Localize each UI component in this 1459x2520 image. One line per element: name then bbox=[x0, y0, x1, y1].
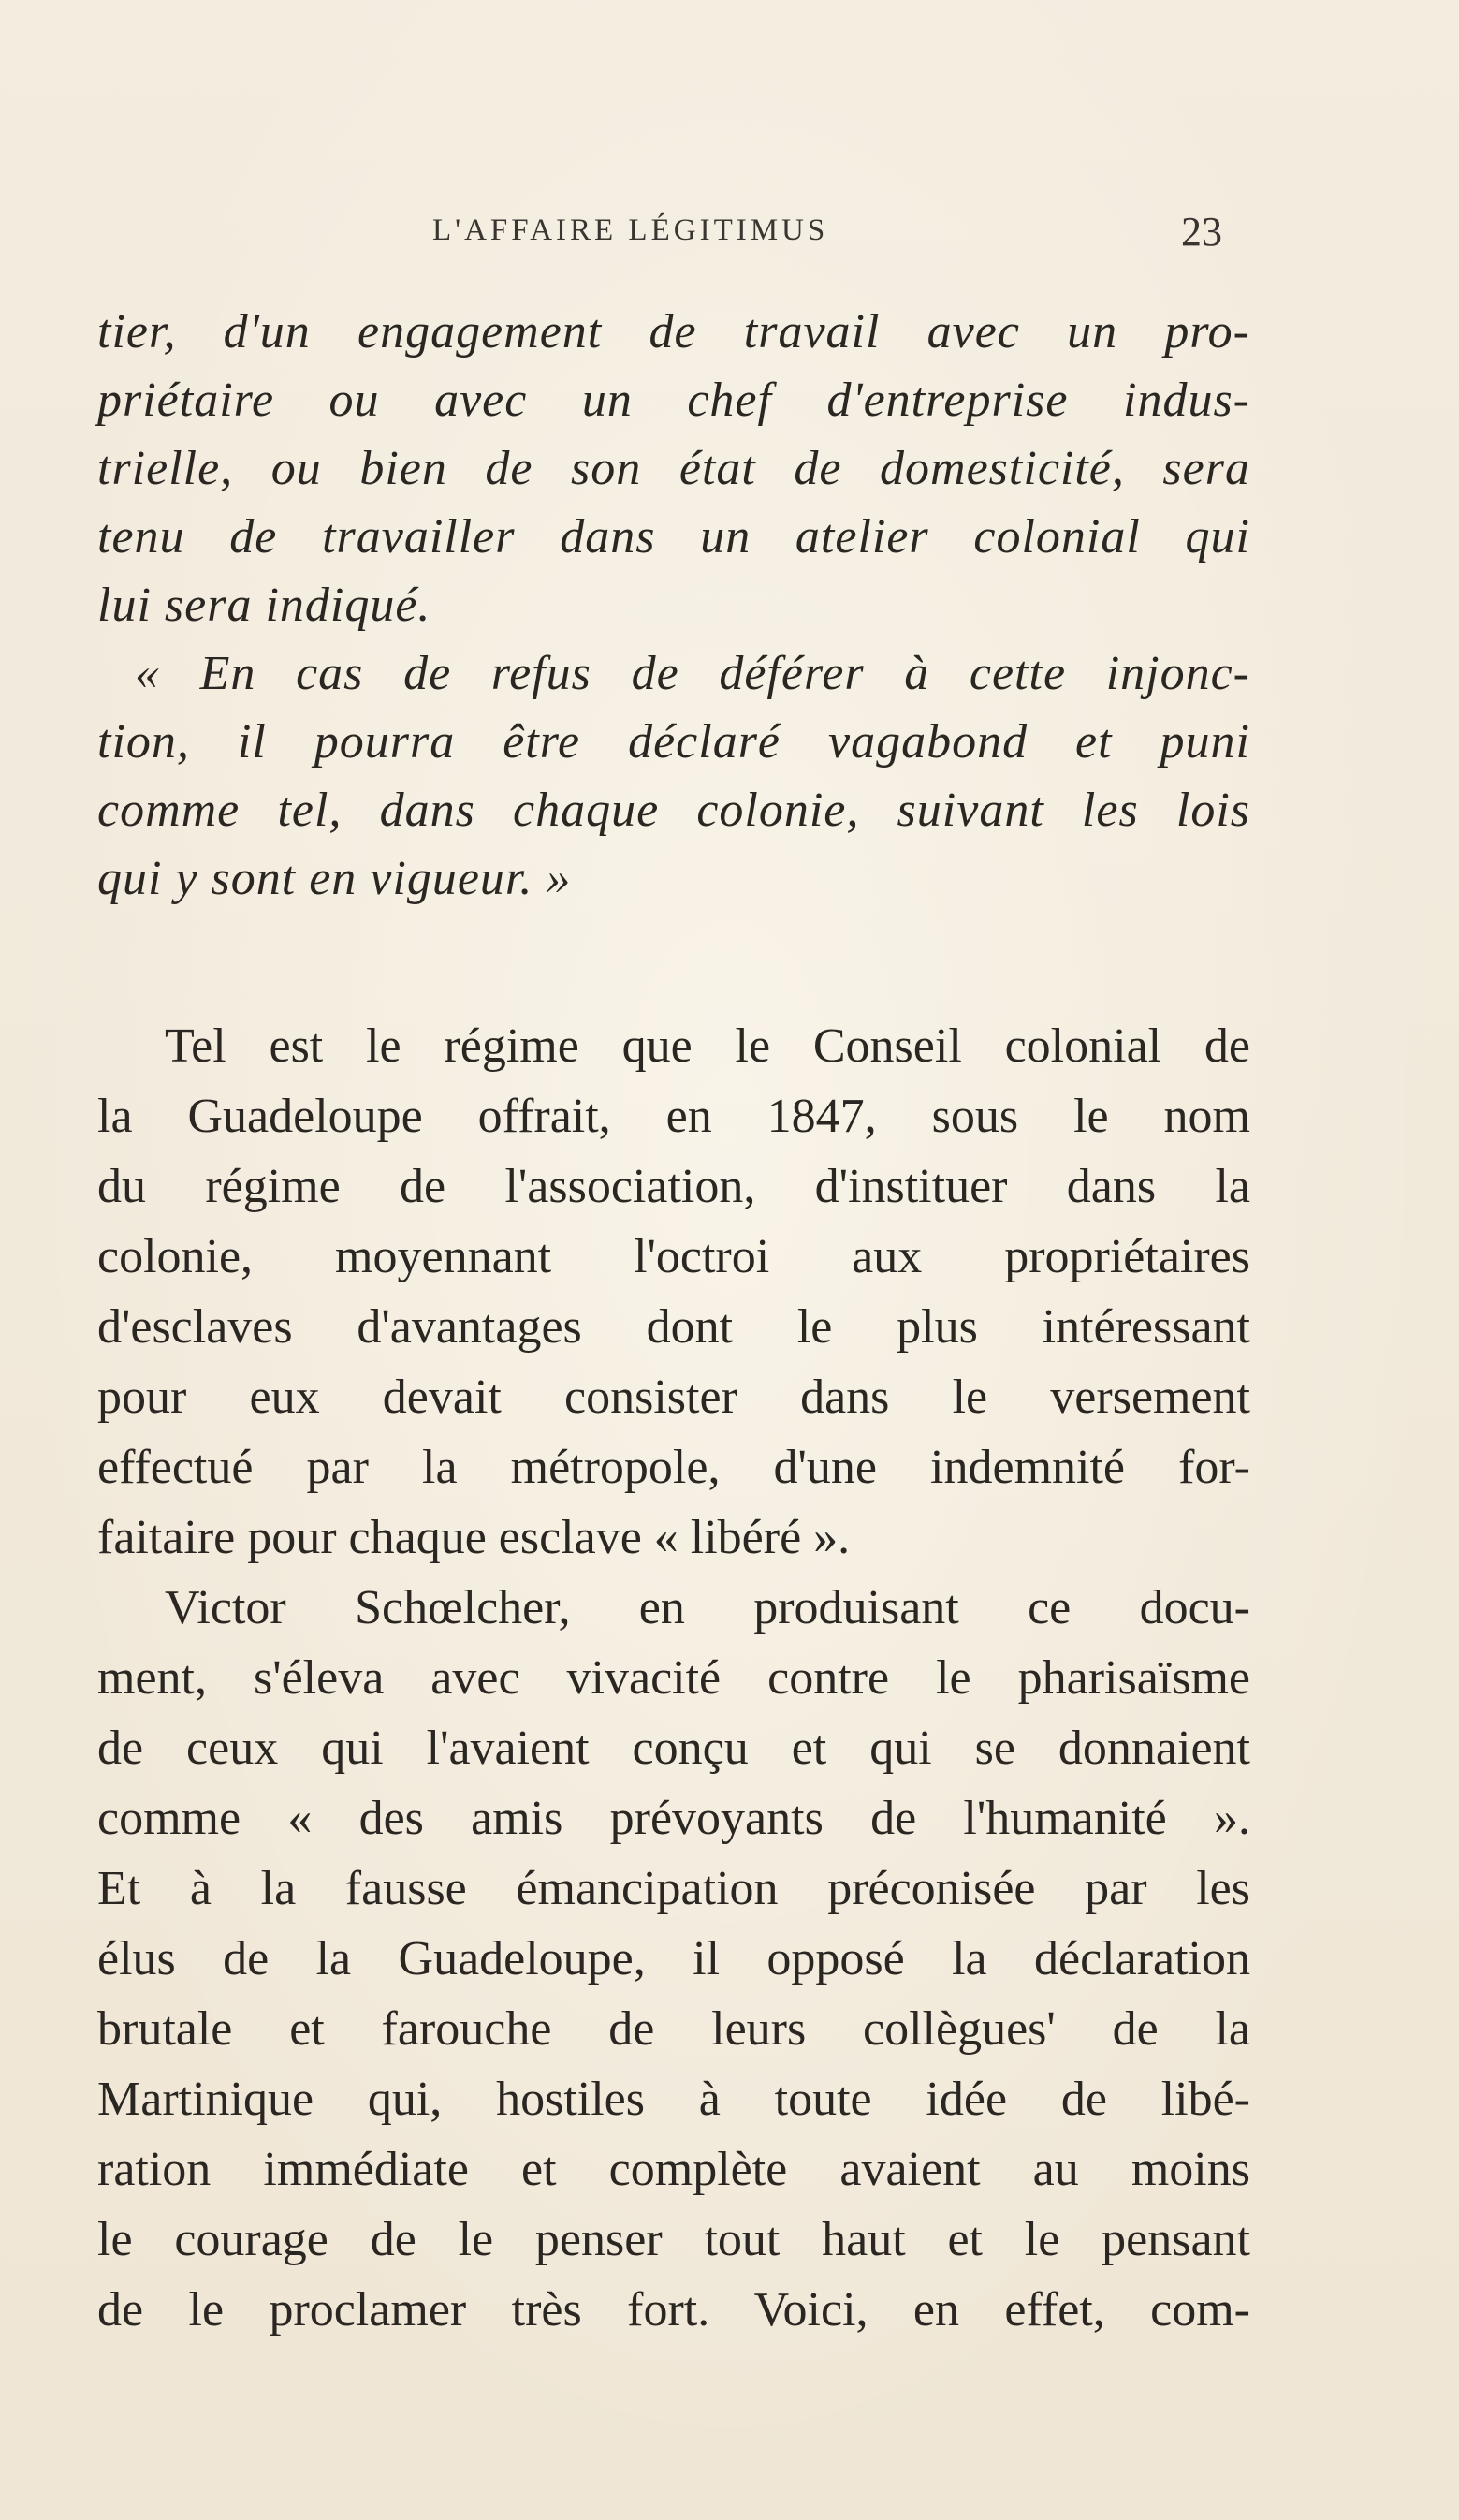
text-line: ment, s'éleva avec vivacité contre le pharisaïsme bbox=[97, 1651, 1250, 1705]
text-line: priétaire ou avec un chef d'entreprise indus- bbox=[97, 374, 1250, 427]
body-text bbox=[97, 1011, 1250, 2345]
text-line: Tel est le régime que le Conseil colonial de bbox=[165, 1019, 1250, 1073]
text-line: la Guadeloupe offrait, en 1847, sous le nom bbox=[97, 1090, 1250, 1143]
text-line: brutale et farouche de leurs collègues' de la bbox=[97, 2002, 1250, 2056]
text-line: trielle, ou bien de son état de domesticité, sera bbox=[97, 442, 1250, 495]
text-line: colonie, moyennant l'octroi aux propriétaires bbox=[97, 1230, 1250, 1283]
text-line: effectué par la métropole, d'une indemnité for- bbox=[97, 1441, 1250, 1494]
text-line: qui y sont en vigueur. » bbox=[97, 852, 572, 905]
text-line: le courage de le penser tout haut et le pensant bbox=[97, 2213, 1250, 2266]
text-line: Et à la fausse émancipation préconisée par les bbox=[97, 1862, 1250, 1915]
text-line: comme tel, dans chaque colonie, suivant les lois bbox=[97, 784, 1250, 837]
running-title: L'AFFAIRE LÉGITIMUS bbox=[432, 213, 829, 247]
text-line: « En cas de refus de déférer à cette injonc- bbox=[135, 647, 1250, 700]
text-line: tion, il pourra être déclaré vagabond et puni bbox=[97, 715, 1250, 769]
text-line: faitaire pour chaque esclave « libéré ». bbox=[97, 1511, 851, 1564]
text-line: Victor Schœlcher, en produisant ce docu- bbox=[165, 1581, 1250, 1634]
text-line: tenu de travailler dans un atelier colonial qui bbox=[97, 510, 1250, 564]
text-line: Martinique qui, hostiles à toute idée de libé- bbox=[97, 2073, 1250, 2126]
text-line: tier, d'un engagement de travail avec un pro- bbox=[97, 305, 1250, 359]
text-line: de ceux qui l'avaient conçu et qui se donnaient bbox=[97, 1722, 1250, 1775]
text-line: comme « des amis prévoyants de l'humanité ». bbox=[97, 1792, 1250, 1845]
quoted-decree-passage bbox=[97, 298, 1250, 913]
text-line: ration immédiate et complète avaient au moins bbox=[97, 2143, 1250, 2196]
text-line: élus de la Guadeloupe, il opposé la déclaration bbox=[97, 1932, 1250, 1985]
text-line: d'esclaves d'avantages dont le plus intéressant bbox=[97, 1300, 1250, 1354]
text-line: du régime de l'association, d'instituer dans la bbox=[97, 1160, 1250, 1213]
page-header bbox=[0, 209, 1459, 279]
page-number: 23 bbox=[1181, 209, 1222, 255]
text-line: de le proclamer très fort. Voici, en effet, com- bbox=[97, 2283, 1250, 2337]
text-line: pour eux devait consister dans le versement bbox=[97, 1370, 1250, 1424]
text-line: lui sera indiqué. bbox=[97, 579, 431, 632]
